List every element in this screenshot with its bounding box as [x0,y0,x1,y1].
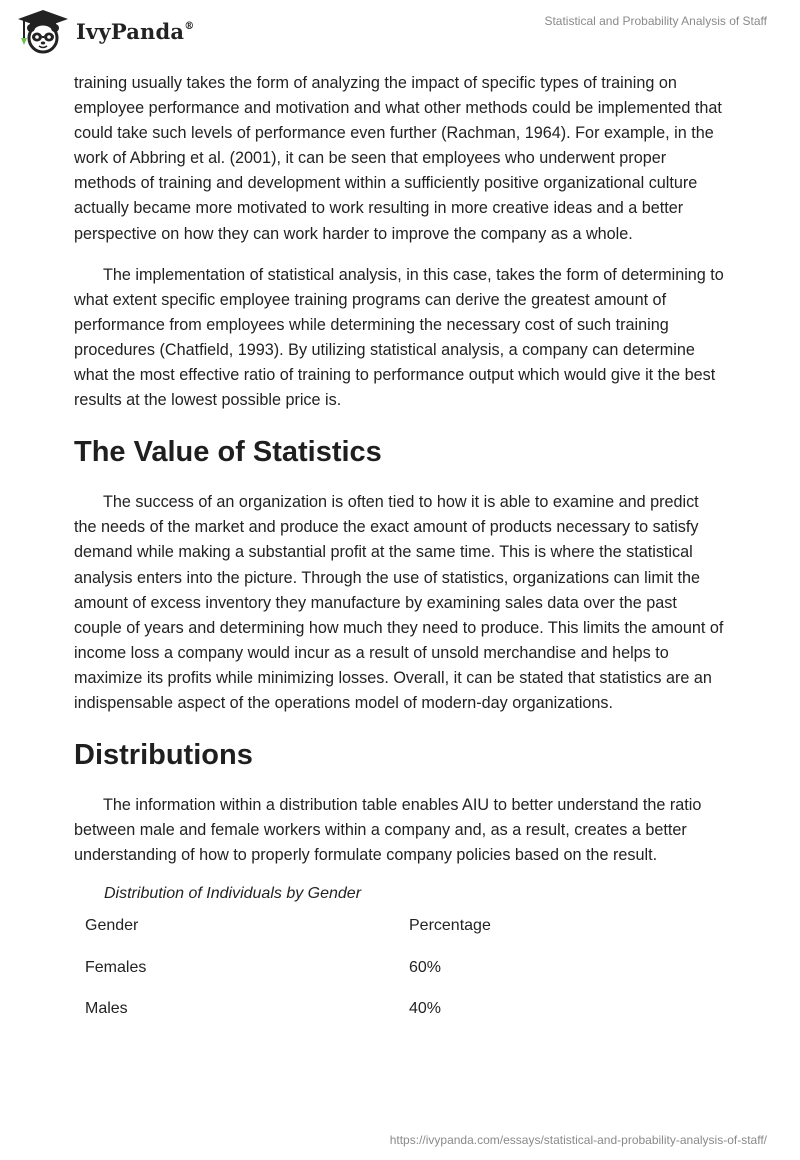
table-cell: 60% [409,958,442,976]
table-caption: Distribution of Individuals by Gender [104,885,362,903]
gender-distribution-table [85,905,491,1030]
paragraph-distributions: The information within a distribution table enables AIU to better understand the ratio between male and female workers within a company and, as a result, creates a better understanding of how to properly formulate company policies based on the result. [74,796,702,865]
logo-wordmark: IvyPanda® [76,18,195,44]
table-row [85,947,491,989]
table-cell: 40% [409,1000,442,1018]
document-title: Statistical and Probability Analysis of Staff [544,14,767,28]
panda-graduate-icon [16,8,70,54]
heading-distributions: Distributions [74,739,253,772]
paragraph-value-of-statistics: The success of an organization is often tied to how it is able to examine and predict the needs of the market and produce the exact amount of products necessary to satisfy demand while making a substantial profit at the same time. This is where the statistical analysis enters into the picture. Through the use of statistics, organizations can limit the amount of excess inventory they manufacture by examining sales data over the past couple of years and determining how much they need to produce. This limits the amount of income loss a company would incur as a result of unsold merchandise and helps to maximize its profits while minimizing losses. Overall, it can be stated that statistics are an indispensable aspect of the operations model of modern-day organizations. [74,493,724,712]
table-header-cell: Gender [85,917,139,935]
table-cell: Males [85,1000,128,1018]
article-body [74,71,724,1030]
table-header-cell: Percentage [409,917,491,935]
table-header-row [85,905,491,947]
table-cell: Females [85,958,147,976]
ivypanda-logo[interactable] [16,8,194,54]
paragraph-statistical-implementation: The implementation of statistical analysis, in this case, takes the form of determining to what extent specific employee training programs can derive the greatest amount of performance from employees while determining the necessary cost of such training procedures (Chatfield, 1993). By utilizing statistical analysis, a company can determine what the most effective ratio of training to performance output which would give it the best results at the lowest possible price is. [74,265,724,410]
heading-value-of-statistics: The Value of Statistics [74,436,382,469]
table-row [85,988,491,1030]
paragraph-training-continued: training usually takes the form of analyzing the impact of specific types of training on employee performance and motivation and what other methods could be implemented that could take such levels of performance even further (Rachman, 1964). For example, in the work of Abbring et al. (2001), it can be seen that employees who underwent proper methods of training and development within a sufficiently positive organizational culture actually became more motivated to work resulting in more creative ideas and a better perspective on how they can work harder to improve the company as a whole. [74,74,722,243]
page-header [0,0,800,62]
source-url[interactable]: https://ivypanda.com/essays/statistical-and-probability-analysis-of-staff/ [389,1133,767,1147]
